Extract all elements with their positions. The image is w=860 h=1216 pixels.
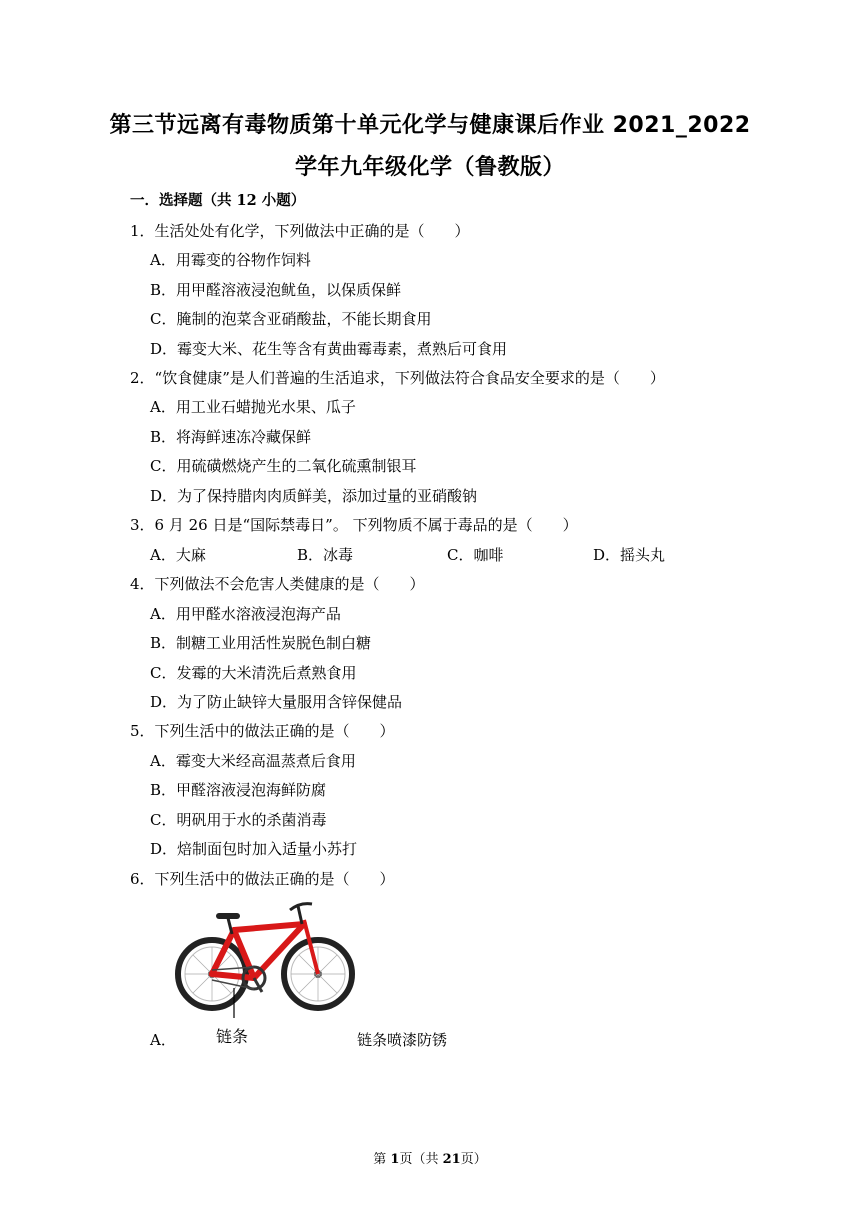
section-heading: 一．选择题（共 12 小题） [130, 192, 306, 209]
footer-mid: 页（共 [399, 1152, 443, 1167]
option-a: A．霉变大米经高温蒸煮后食用 [150, 752, 356, 770]
option-b: B．用甲醛溶液浸泡鱿鱼，以保质保鲜 [150, 281, 402, 299]
option-a: A．用霉变的谷物作饲料 [150, 251, 311, 269]
option-c: C．用硫磺燃烧产生的二氧化硫熏制银耳 [150, 457, 417, 475]
question-stem: 1．生活处处有化学，下列做法中正确的是（ ） [130, 222, 470, 240]
question-stem: 5．下列生活中的做法正确的是（ ） [130, 722, 395, 740]
option-d: D．霉变大米、花生等含有黄曲霉毒素，煮熟后可食用 [150, 340, 508, 358]
option-b: B．甲醛溶液浸泡海鲜防腐 [150, 781, 327, 799]
option-d: D．为了防止缺锌大量服用含锌保健品 [150, 693, 403, 711]
question-stem: 3．6 月 26 日是“国际禁毒日”。 下列物质不属于毒品的是（ ） [130, 516, 578, 534]
option-d: D．摇头丸 [593, 546, 666, 564]
page-footer [0, 1148, 860, 1167]
chain-label: 链条 [216, 1027, 249, 1046]
option-c: C．咖啡 [447, 546, 504, 564]
option-c: C．腌制的泡菜含亚硝酸盐，不能长期食用 [150, 310, 432, 328]
footer-suffix: 页） [460, 1152, 487, 1167]
option-a: A． [150, 1031, 176, 1049]
question-stem: 2．“饮食健康”是人们普遍的生活追求，下列做法符合食品安全要求的是（ ） [130, 369, 665, 387]
bicycle-figure [172, 900, 356, 1024]
total-pages: 21 [442, 1152, 461, 1167]
option-b: B．冰毒 [297, 546, 354, 564]
current-page: 1 [390, 1152, 400, 1167]
option-a-text: 链条喷漆防锈 [357, 1031, 448, 1049]
option-a: A．用甲醛水溶液浸泡海产品 [150, 605, 341, 623]
option-c: C．发霉的大米清洗后煮熟食用 [150, 664, 357, 682]
option-b: B．制糖工业用活性炭脱色制白糖 [150, 634, 372, 652]
question-stem: 4．下列做法不会危害人类健康的是（ ） [130, 575, 425, 593]
question-stem: 6．下列生活中的做法正确的是（ ） [130, 870, 395, 888]
footer-prefix: 第 [373, 1152, 391, 1167]
title-line-1: 第三节远离有毒物质第十单元化学与健康课后作业 2021_2022 [109, 113, 751, 138]
title-line-2: 学年九年级化学（鲁教版） [294, 155, 565, 180]
option-d: D．焙制面包时加入适量小苏打 [150, 840, 358, 858]
option-d: D．为了保持腊肉肉质鲜美，添加过量的亚硝酸钠 [150, 487, 478, 505]
option-a: A．大麻 [150, 546, 206, 564]
option-c: C．明矾用于水的杀菌消毒 [150, 811, 327, 829]
option-b: B．将海鲜速冻冷藏保鲜 [150, 428, 312, 446]
option-a: A．用工业石蜡抛光水果、瓜子 [150, 398, 356, 416]
